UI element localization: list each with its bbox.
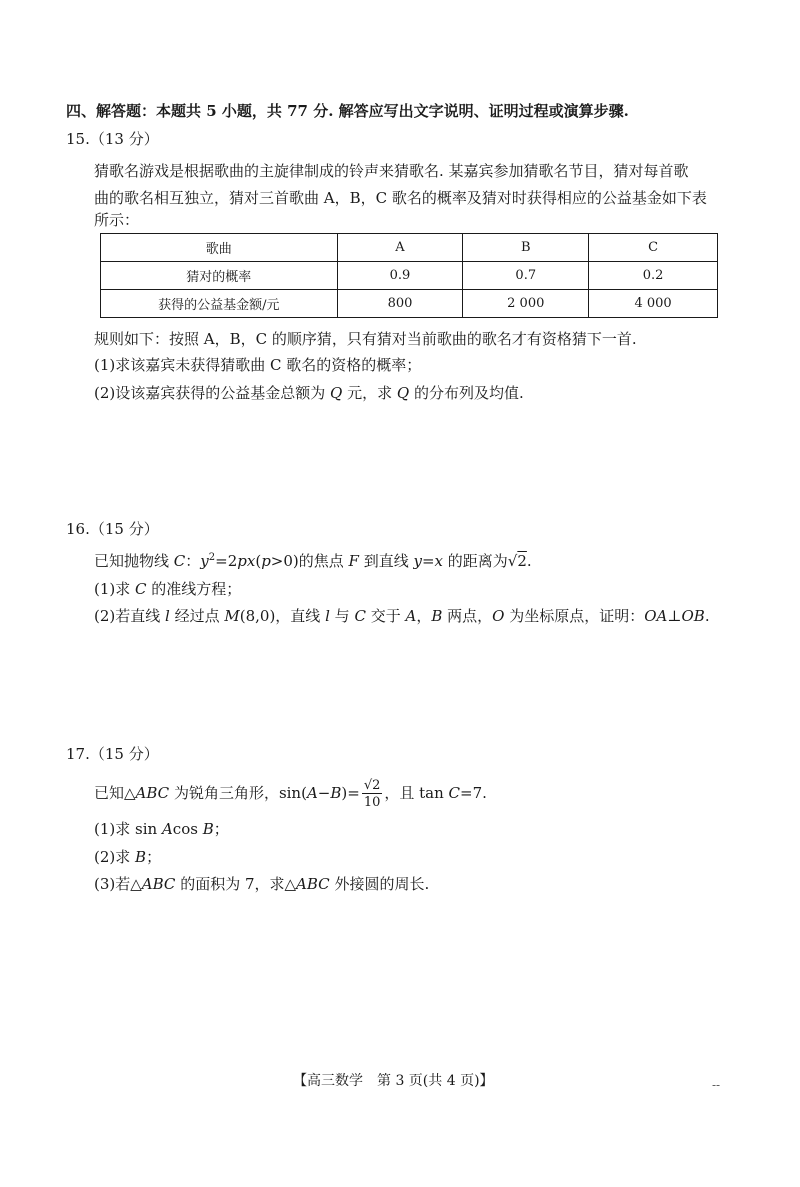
table-cell: B [463, 234, 589, 262]
q15-intro-line1: 猜歌名游戏是根据歌曲的主旋律制成的铃声来猜歌名. 某嘉宾参加猜歌名节目，猜对每首歌 [94, 162, 689, 180]
math-variable: O [492, 607, 505, 625]
text-segment: 经过点 [169, 607, 225, 625]
math-variable: A [161, 820, 173, 838]
math-variable: A [405, 607, 417, 625]
table-cell: 获得的公益基金额/元 [101, 290, 338, 318]
table-cell: 0.9 [337, 262, 463, 290]
text-segment: 的分布列及均值. [409, 384, 524, 402]
text-segment: ， [416, 607, 432, 625]
math-variable: C [354, 607, 366, 625]
q17-statement [94, 775, 487, 811]
text-segment: (2)求 [94, 848, 136, 866]
text-segment: 的面积为 7，求△ [175, 875, 297, 893]
table-cell: C [589, 234, 718, 262]
text-segment: cos [172, 820, 203, 838]
text-segment: (1)求 sin [94, 820, 162, 838]
page-footer: 【高三数学 第 3 页(共 4 页)】 [293, 1073, 494, 1089]
math-variable: ABC [135, 784, 170, 802]
q17-number: 17.（15 分） [66, 745, 159, 763]
text-segment: . [704, 607, 710, 625]
math-variable: C [173, 552, 186, 570]
q16-statement [94, 552, 532, 570]
text-segment: 为锐角三角形，sin( [169, 784, 307, 802]
math-variable: F [348, 552, 359, 570]
math-variable: px [237, 552, 256, 570]
text-segment: 交于 [365, 607, 406, 625]
q15-part1: (1)求该嘉宾未获得猜歌曲 C 歌名的资格的概率； [94, 356, 422, 374]
text-segment: (2)设该嘉宾获得的公益基金总额为 [94, 384, 331, 402]
math-radicand: 2 [517, 552, 527, 570]
text-segment: 为坐标原点，证明： [504, 607, 645, 625]
table-cell: 歌曲 [101, 234, 338, 262]
math-variable: C [135, 580, 147, 598]
text-segment: ； [213, 820, 229, 838]
q17-part2 [94, 848, 161, 866]
table-cell: 2 000 [463, 290, 589, 318]
math-variable: ABC [141, 875, 176, 893]
math-variable: l [325, 607, 330, 625]
text-segment: (1)求 [94, 580, 136, 598]
math-variable: Q [330, 384, 343, 402]
text-segment: ( [255, 552, 262, 570]
math-variable: y [200, 552, 209, 570]
table-cell: A [337, 234, 463, 262]
text-segment: =2 [215, 552, 238, 570]
math-variable: ABC [296, 875, 330, 893]
math-fraction [362, 779, 383, 809]
q17-part3 [94, 875, 429, 893]
table-row [101, 290, 718, 318]
q15-rule: 规则如下：按照 A，B，C 的顺序猜，只有猜对当前歌曲的歌名才有资格猜下一首. [94, 330, 637, 348]
text-segment: 与 [329, 607, 355, 625]
q16-part1 [94, 580, 241, 598]
corner-mark: -- [712, 1078, 721, 1092]
q15-intro-line2: 曲的歌名相互独立，猜对三首歌曲 A，B，C 歌名的概率及猜对时获得相应的公益基金如下表 [94, 189, 707, 207]
math-variable: B [202, 820, 214, 838]
text-segment: >0)的焦点 [270, 552, 349, 570]
q17-part1 [94, 820, 229, 838]
section-heading: 四、解答题：本题共 5 小题，共 77 分. 解答应写出文字说明、证明过程或演算步骤. [66, 102, 629, 120]
table-row [101, 262, 718, 290]
text-segment: )= [341, 784, 360, 802]
text-segment: 的距离为√ [443, 552, 518, 570]
table-cell: 800 [337, 290, 463, 318]
table-cell: 0.7 [463, 262, 589, 290]
math-variable: p [261, 552, 271, 570]
text-segment: ，且 tan [384, 784, 449, 802]
text-segment: 已知△ [94, 784, 136, 802]
math-variable: M [224, 607, 240, 625]
q15-probability-table [100, 233, 718, 318]
math-variable: y=x [413, 552, 444, 570]
text-segment: 两点， [442, 607, 493, 625]
math-variable: OA [644, 607, 668, 625]
math-exponent: 2 [208, 552, 216, 563]
text-segment: (3)若△ [94, 875, 142, 893]
text-segment: =7. [460, 784, 487, 802]
text-segment: ： [185, 552, 201, 570]
text-segment: 到直线 [358, 552, 414, 570]
table-cell: 猜对的概率 [101, 262, 338, 290]
q16-number: 16.（15 分） [66, 520, 159, 538]
q15-number: 15.（13 分） [66, 130, 159, 148]
text-segment: 已知抛物线 [94, 552, 174, 570]
table-cell: 0.2 [589, 262, 718, 290]
q15-intro-line3: 所示： [94, 211, 140, 229]
text-segment: (2)若直线 [94, 607, 166, 625]
math-variable: C [448, 784, 461, 802]
text-segment: ； [146, 848, 162, 866]
math-variable: OB [681, 607, 705, 625]
math-variable: Q [396, 384, 410, 402]
text-segment: 元，求 [342, 384, 397, 402]
q15-part2 [94, 384, 524, 402]
fraction-numerator: √2 [363, 778, 381, 793]
fraction-denominator: 10 [363, 795, 381, 810]
math-variable: B [431, 607, 443, 625]
math-perp-symbol: ⊥ [667, 607, 682, 625]
text-segment: . [526, 552, 532, 570]
table-cell: 4 000 [589, 290, 718, 318]
text-segment: (8,0)，直线 [239, 607, 326, 625]
text-segment: 外接圆的周长. [329, 875, 430, 893]
math-variable: l [165, 607, 170, 625]
math-variable: A−B [306, 784, 342, 802]
q16-part2 [94, 607, 710, 625]
table-row [101, 234, 718, 262]
text-segment: 的准线方程； [146, 580, 242, 598]
math-variable: B [135, 848, 147, 866]
